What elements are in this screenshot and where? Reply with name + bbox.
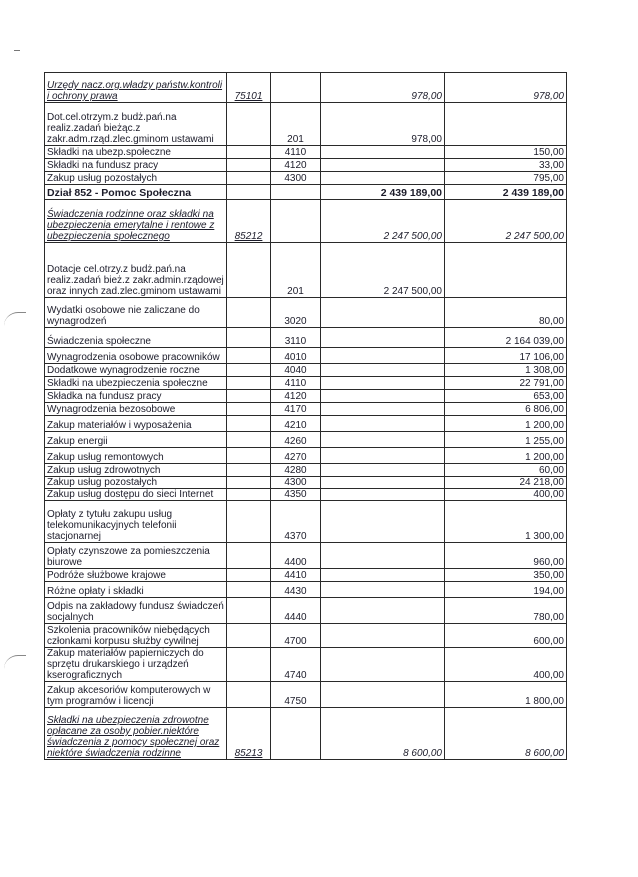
table-row <box>45 403 567 416</box>
paragraph-text: 201 <box>287 134 304 145</box>
description-cell <box>45 403 227 416</box>
after-text: 22 791,00 <box>519 378 564 389</box>
amount-after-change-cell <box>445 477 567 489</box>
section-code-cell <box>227 185 271 200</box>
desc-text: Zakup materiałów papierniczych do sprzętu drukarskiego i urządzeń kserograficznych <box>47 648 204 681</box>
paragraph-code-cell <box>271 146 321 159</box>
section-code-cell <box>227 543 271 569</box>
table-row <box>45 464 567 477</box>
plan-amount-cell <box>321 543 445 569</box>
amount-after-change-cell <box>445 348 567 364</box>
paragraph-code-cell <box>271 489 321 501</box>
table-row <box>45 348 567 364</box>
after-text: 780,00 <box>533 612 564 623</box>
section-code-cell <box>227 328 271 348</box>
description-cell <box>45 328 227 348</box>
table-row <box>45 648 567 682</box>
description-cell <box>45 364 227 377</box>
paragraph-code-cell <box>271 416 321 432</box>
description-cell <box>45 477 227 489</box>
section-code-cell <box>227 159 271 172</box>
plan-amount-cell <box>321 624 445 648</box>
after-text: 1 308,00 <box>525 365 564 376</box>
desc-text: Składki na ubezpieczenia społeczne <box>47 378 208 389</box>
table-row <box>45 432 567 448</box>
amount-after-change-cell <box>445 464 567 477</box>
section-code-cell <box>227 682 271 708</box>
desc-text: Wynagrodzenia bezosobowe <box>47 404 176 415</box>
section-code-cell <box>227 432 271 448</box>
paragraph-code-cell <box>271 328 321 348</box>
after-text: 60,00 <box>538 465 564 476</box>
after-text: 795,00 <box>533 173 564 184</box>
section-code-cell <box>227 477 271 489</box>
amount-after-change-cell <box>445 73 567 103</box>
paragraph-code-cell <box>271 364 321 377</box>
department-row <box>45 185 567 200</box>
table-row <box>45 489 567 501</box>
description-cell <box>45 708 227 760</box>
section-code-cell <box>227 146 271 159</box>
after-text: 1 255,00 <box>525 436 564 447</box>
after-text: 194,00 <box>533 586 564 597</box>
paragraph-code-cell <box>271 172 321 185</box>
paragraph-text: 4170 <box>284 404 307 415</box>
plan-text: 8 600,00 <box>383 748 442 760</box>
paragraph-text: 4280 <box>284 465 307 476</box>
paragraph-code-cell <box>271 648 321 682</box>
paragraph-code-cell <box>271 298 321 328</box>
description-cell <box>45 390 227 403</box>
plan-amount-cell <box>321 569 445 582</box>
paragraph-text: 4370 <box>284 531 307 542</box>
description-cell <box>45 582 227 598</box>
plan-amount-cell <box>321 448 445 464</box>
table-row <box>45 298 567 328</box>
section-text: 85213 <box>234 748 263 759</box>
section-text: 85212 <box>234 231 263 242</box>
plan-amount-cell <box>321 172 445 185</box>
table-row <box>45 243 567 298</box>
section-code-cell <box>227 624 271 648</box>
paragraph-text: 4110 <box>284 378 307 389</box>
section-code-cell <box>227 569 271 582</box>
plan-amount-cell <box>321 501 445 543</box>
paragraph-code-cell <box>271 73 321 103</box>
paragraph-code-cell <box>271 624 321 648</box>
desc-text: Składka na fundusz pracy <box>47 391 162 402</box>
description-cell <box>45 73 227 103</box>
section-code-cell <box>227 390 271 403</box>
plan-amount-cell <box>321 598 445 624</box>
amount-after-change-cell <box>445 185 567 200</box>
section-code-cell <box>227 403 271 416</box>
section-code-cell <box>227 200 271 243</box>
desc-text: Podróże służbowe krajowe <box>47 570 166 581</box>
paragraph-text: 4270 <box>284 452 307 463</box>
desc-text: Zakup usług pozostałych <box>47 173 158 184</box>
after-text: 2 247 500,00 <box>486 231 564 243</box>
table-row <box>45 416 567 432</box>
after-text: 2 439 189,00 <box>502 187 564 199</box>
paragraph-text: 4120 <box>284 391 307 402</box>
section-text: 75101 <box>234 91 263 102</box>
amount-after-change-cell <box>445 243 567 298</box>
description-cell <box>45 146 227 159</box>
after-text: 1 200,00 <box>525 452 564 463</box>
description-cell <box>45 464 227 477</box>
margin-mark <box>4 655 26 670</box>
plan-amount-cell <box>321 185 445 200</box>
amount-after-change-cell <box>445 146 567 159</box>
paragraph-text: 4010 <box>284 352 307 363</box>
after-text: 600,00 <box>533 636 564 647</box>
plan-amount-cell <box>321 682 445 708</box>
amount-after-change-cell <box>445 364 567 377</box>
paragraph-text: 201 <box>287 286 304 297</box>
after-text: 6 806,00 <box>525 404 564 415</box>
table-row <box>45 377 567 390</box>
paragraph-text: 4300 <box>284 173 307 184</box>
desc-text: Składki na fundusz pracy <box>47 160 159 171</box>
subsection-row <box>45 200 567 243</box>
desc-text: Różne opłaty i składki <box>47 586 144 597</box>
section-code-cell <box>227 708 271 760</box>
amount-after-change-cell <box>445 377 567 390</box>
description-cell <box>45 416 227 432</box>
desc-text: Wynagrodzenia osobowe pracowników <box>47 352 220 363</box>
description-cell <box>45 185 227 200</box>
subsection-row <box>45 73 567 103</box>
table-row <box>45 477 567 489</box>
paragraph-code-cell <box>271 477 321 489</box>
table-row <box>45 172 567 185</box>
paragraph-text: 4210 <box>284 420 307 431</box>
plan-amount-cell <box>321 403 445 416</box>
description-cell <box>45 543 227 569</box>
paragraph-text: 3110 <box>284 336 307 347</box>
amount-after-change-cell <box>445 172 567 185</box>
amount-after-change-cell <box>445 416 567 432</box>
desc-text: Zakup usług remontowych <box>47 452 164 463</box>
table-row <box>45 543 567 569</box>
plan-amount-cell <box>321 328 445 348</box>
desc-text: Składki na ubezp.społeczne <box>47 147 171 158</box>
amount-after-change-cell <box>445 598 567 624</box>
after-text: 1 300,00 <box>525 531 564 542</box>
desc-text: Zakup akcesoriów komputerowych w tym programów i licencji <box>47 685 211 707</box>
after-text: 350,00 <box>533 570 564 581</box>
desc-text: Składki na ubezpieczenia zdrowotne opłacane za osoby pobier.niektóre świadczenia z pomocy społecznej oraz niektóre świadczenia rodzinne <box>47 715 220 759</box>
after-text: 8 600,00 <box>505 748 564 760</box>
paragraph-code-cell <box>271 200 321 243</box>
amount-after-change-cell <box>445 501 567 543</box>
description-cell <box>45 103 227 146</box>
description-cell <box>45 648 227 682</box>
table-row <box>45 682 567 708</box>
amount-after-change-cell <box>445 624 567 648</box>
amount-after-change-cell <box>445 403 567 416</box>
section-code-cell <box>227 73 271 103</box>
plan-amount-cell <box>321 73 445 103</box>
desc-text: Świadczenia społeczne <box>47 336 151 347</box>
paragraph-text: 4110 <box>284 147 307 158</box>
paragraph-code-cell <box>271 682 321 708</box>
desc-text: Dotacje cel.otrzy.z budż.pań.na realiz.zadań bież.z zakr.admin.rządowej oraz innych zad.zlec.gminom ustawami <box>47 264 224 297</box>
plan-amount-cell <box>321 364 445 377</box>
section-code-cell <box>227 582 271 598</box>
plan-amount-cell <box>321 432 445 448</box>
paragraph-code-cell <box>271 348 321 364</box>
paragraph-text: 4120 <box>284 160 307 171</box>
table-row <box>45 390 567 403</box>
paragraph-text: 3020 <box>284 316 307 327</box>
paragraph-text: 4440 <box>284 612 307 623</box>
desc-text: Wydatki osobowe nie zaliczane do wynagrodzeń <box>47 305 200 327</box>
description-cell <box>45 598 227 624</box>
paragraph-text: 4700 <box>284 636 307 647</box>
desc-text: Świadczenia rodzinne oraz składki na ubezpieczenia emerytalne i rentowe z ubezpieczenia społecznego <box>47 209 215 242</box>
table-row <box>45 103 567 146</box>
amount-after-change-cell <box>445 543 567 569</box>
table-row <box>45 328 567 348</box>
description-cell <box>45 243 227 298</box>
after-text: 400,00 <box>533 670 564 681</box>
description-cell <box>45 489 227 501</box>
paragraph-text: 4750 <box>284 696 307 707</box>
paragraph-code-cell <box>271 582 321 598</box>
margin-mark <box>4 312 26 327</box>
paragraph-code-cell <box>271 185 321 200</box>
section-code-cell <box>227 598 271 624</box>
paragraph-text: 4260 <box>284 436 307 447</box>
paragraph-code-cell <box>271 432 321 448</box>
amount-after-change-cell <box>445 648 567 682</box>
amount-after-change-cell <box>445 432 567 448</box>
plan-amount-cell <box>321 477 445 489</box>
plan-text: 2 439 189,00 <box>380 187 442 199</box>
after-text: 400,00 <box>533 489 564 500</box>
section-code-cell <box>227 348 271 364</box>
after-text: 1 200,00 <box>525 420 564 431</box>
after-text: 653,00 <box>533 391 564 402</box>
subsection-row <box>45 708 567 760</box>
section-code-cell <box>227 298 271 328</box>
plan-amount-cell <box>321 708 445 760</box>
paragraph-text: 4430 <box>284 586 307 597</box>
paragraph-text: 4040 <box>284 365 307 376</box>
paragraph-code-cell <box>271 390 321 403</box>
paragraph-code-cell <box>271 543 321 569</box>
amount-after-change-cell <box>445 448 567 464</box>
description-cell <box>45 298 227 328</box>
description-cell <box>45 501 227 543</box>
table-row <box>45 448 567 464</box>
desc-text: Zakup energii <box>47 436 108 447</box>
desc-text: Dział 852 - Pomoc Społeczna <box>47 187 192 199</box>
after-text: 33,00 <box>538 160 564 171</box>
plan-amount-cell <box>321 582 445 598</box>
plan-amount-cell <box>321 648 445 682</box>
description-cell <box>45 377 227 390</box>
after-text: 17 106,00 <box>519 352 564 363</box>
after-text: 960,00 <box>533 557 564 568</box>
paragraph-code-cell <box>271 448 321 464</box>
desc-text: Urzędy nacz.org.władzy państw.kontroli i ochrony prawa <box>47 80 223 102</box>
amount-after-change-cell <box>445 159 567 172</box>
amount-after-change-cell <box>445 682 567 708</box>
desc-text: Zakup usług dostępu do sieci Internet <box>47 489 214 500</box>
plan-text: 2 247 500,00 <box>364 231 442 243</box>
paragraph-text: 4400 <box>284 557 307 568</box>
paragraph-code-cell <box>271 501 321 543</box>
paragraph-code-cell <box>271 569 321 582</box>
amount-after-change-cell <box>445 328 567 348</box>
paragraph-code-cell <box>271 403 321 416</box>
description-cell <box>45 348 227 364</box>
after-text: 80,00 <box>538 316 564 327</box>
section-code-cell <box>227 364 271 377</box>
paragraph-text: 4740 <box>284 670 307 681</box>
desc-text: Opłaty z tytułu zakupu usług telekomunikacyjnych telefonii stacjonarnej <box>47 509 177 542</box>
table-row <box>45 146 567 159</box>
description-cell <box>45 624 227 648</box>
section-code-cell <box>227 103 271 146</box>
amount-after-change-cell <box>445 103 567 146</box>
paragraph-text: 4300 <box>284 477 307 488</box>
plan-amount-cell <box>321 464 445 477</box>
budget-table <box>44 72 567 760</box>
description-cell <box>45 200 227 243</box>
amount-after-change-cell <box>445 489 567 501</box>
plan-text: 978,00 <box>411 134 442 145</box>
description-cell <box>45 172 227 185</box>
paragraph-code-cell <box>271 377 321 390</box>
section-code-cell <box>227 416 271 432</box>
paragraph-code-cell <box>271 103 321 146</box>
description-cell <box>45 448 227 464</box>
amount-after-change-cell <box>445 298 567 328</box>
plan-amount-cell <box>321 146 445 159</box>
plan-amount-cell <box>321 159 445 172</box>
amount-after-change-cell <box>445 582 567 598</box>
paragraph-code-cell <box>271 243 321 298</box>
budget-table-body <box>45 73 567 760</box>
after-text: 150,00 <box>533 147 564 158</box>
plan-amount-cell <box>321 390 445 403</box>
paragraph-code-cell <box>271 598 321 624</box>
description-cell <box>45 682 227 708</box>
table-row <box>45 598 567 624</box>
description-cell <box>45 569 227 582</box>
section-code-cell <box>227 464 271 477</box>
paragraph-text: 4410 <box>284 570 307 581</box>
plan-amount-cell <box>321 348 445 364</box>
after-text: 24 218,00 <box>519 477 564 488</box>
table-row <box>45 624 567 648</box>
desc-text: Zakup materiałów i wyposażenia <box>47 420 192 431</box>
plan-text: 978,00 <box>391 91 442 103</box>
description-cell <box>45 159 227 172</box>
table-row <box>45 159 567 172</box>
table-row <box>45 582 567 598</box>
amount-after-change-cell <box>445 569 567 582</box>
plan-amount-cell <box>321 377 445 390</box>
plan-text: 2 247 500,00 <box>383 286 442 297</box>
page-mark <box>14 50 20 51</box>
plan-amount-cell <box>321 243 445 298</box>
desc-text: Odpis na zakładowy fundusz świadczeń socjalnych <box>47 601 224 623</box>
table-row <box>45 501 567 543</box>
table-row <box>45 364 567 377</box>
paragraph-code-cell <box>271 708 321 760</box>
desc-text: Dot.cel.otrzym.z budż.pań.na realiz.zadań bieżąc.z zakr.adm.rząd.zlec.gminom ustawami <box>47 112 214 145</box>
amount-after-change-cell <box>445 390 567 403</box>
desc-text: Opłaty czynszowe za pomieszczenia biurowe <box>47 546 210 568</box>
amount-after-change-cell <box>445 708 567 760</box>
table-row <box>45 569 567 582</box>
after-text: 2 164 039,00 <box>505 336 564 347</box>
paragraph-code-cell <box>271 159 321 172</box>
plan-amount-cell <box>321 103 445 146</box>
plan-amount-cell <box>321 298 445 328</box>
plan-amount-cell <box>321 416 445 432</box>
amount-after-change-cell <box>445 200 567 243</box>
paragraph-text: 4350 <box>284 489 307 500</box>
plan-amount-cell <box>321 200 445 243</box>
section-code-cell <box>227 377 271 390</box>
after-text: 1 800,00 <box>525 696 564 707</box>
section-code-cell <box>227 172 271 185</box>
after-text: 978,00 <box>513 91 564 103</box>
description-cell <box>45 432 227 448</box>
desc-text: Zakup usług zdrowotnych <box>47 465 161 476</box>
section-code-cell <box>227 489 271 501</box>
section-code-cell <box>227 243 271 298</box>
plan-amount-cell <box>321 489 445 501</box>
desc-text: Zakup usług pozostałych <box>47 477 158 488</box>
paragraph-code-cell <box>271 464 321 477</box>
section-code-cell <box>227 448 271 464</box>
desc-text: Szkolenia pracowników niebędących członkami korpusu służby cywilnej <box>47 625 210 647</box>
section-code-cell <box>227 648 271 682</box>
section-code-cell <box>227 501 271 543</box>
desc-text: Dodatkowe wynagrodzenie roczne <box>47 365 200 376</box>
